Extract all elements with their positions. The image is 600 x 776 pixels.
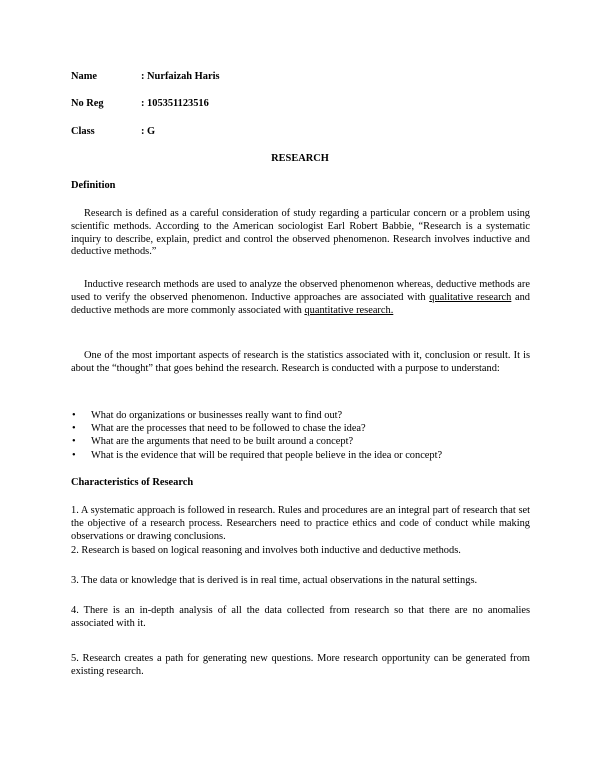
name-label: Name [71, 71, 97, 82]
list-item: • What is the evidence that will be required that people believe in the idea or concept? [91, 449, 531, 462]
characteristic-item-5: 5. Research creates a path for generating new questions. More research opportunity can be generated from existing research. [71, 653, 530, 677]
purpose-list [91, 409, 531, 462]
class-label: Class [71, 126, 95, 137]
noreg-label: No Reg [71, 98, 104, 109]
paragraph-2-text-b: and deductive methods are more commonly associated with [71, 291, 530, 316]
definition-paragraph-2 [71, 279, 530, 317]
definition-paragraph-3: One of the most important aspects of research is the statistics associated with it, conclusion or result. It is about the “thought” that goes behind the research. Research is conducted with a purpose to understand: [71, 350, 530, 374]
list-item: • What do organizations or businesses really want to find out? [91, 409, 531, 422]
definition-heading: Definition [71, 180, 116, 191]
characteristic-item-3: 3. The data or knowledge that is derived is in real time, actual observations in the natural settings. [71, 575, 478, 586]
quantitative-research-link[interactable]: quantitative research. [304, 304, 394, 316]
class-value: : G [141, 126, 156, 137]
name-value: : Nurfaizah Haris [141, 71, 220, 82]
characteristic-item-4: 4. There is an in-depth analysis of all the data collected from research so that there are no anomalies associated with it. [71, 605, 530, 629]
definition-paragraph-1: Research is defined as a careful consideration of study regarding a particular concern or a problem using scientific methods. According to the American sociologist Earl Robert Babbie, “Research is a systematic inquiry to describe, explain, predict and control the observed phenomenon. Research involves inductive and deductive methods.” [71, 208, 530, 258]
characteristic-item-1: 1. A systematic approach is followed in research. Rules and procedures are an integral part of research that set the objective of a research process. Researchers need to practice ethics and code of conduct while making observations or drawing conclusions. [71, 505, 530, 542]
characteristics-heading: Characteristics of Research [71, 477, 194, 488]
paragraph-2-text-a: Inductive research methods are used to analyze the observed phenomenon whereas, deductive methods are used to verify the observed phenomenon. Inductive approaches are associated with [71, 279, 530, 303]
characteristic-item-2: 2. Research is based on logical reasoning and involves both inductive and deductive methods. [71, 545, 461, 556]
list-item: • What are the arguments that need to be built around a concept? [91, 435, 531, 448]
noreg-value: : 105351123516 [141, 98, 209, 109]
page-title: RESEARCH [271, 153, 329, 164]
qualitative-research-link[interactable]: qualitative research [429, 291, 512, 303]
list-item: • What are the processes that need to be followed to chase the idea? [91, 422, 531, 435]
